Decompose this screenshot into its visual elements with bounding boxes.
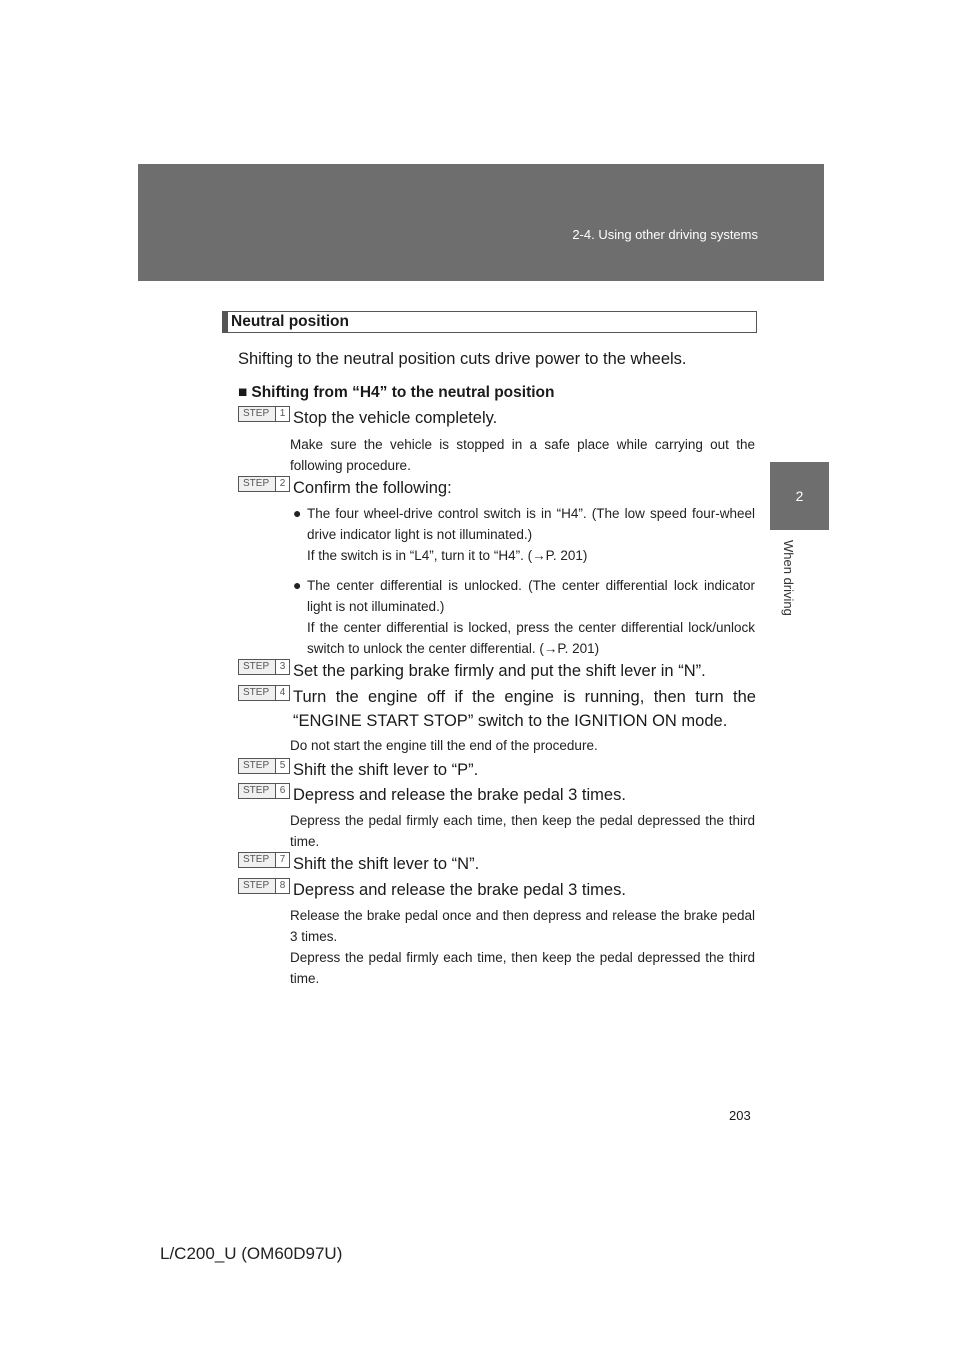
section-title: Neutral position — [222, 311, 757, 333]
step-text: Shift the shift lever to “N”. — [293, 855, 480, 873]
step-3 — [238, 659, 756, 683]
step-text: Shift the shift lever to “P”. — [293, 761, 479, 779]
step-text: Depress and release the brake pedal 3 times. — [293, 881, 626, 899]
document-code: L/C200_U (OM60D97U) — [160, 1244, 343, 1263]
step-badge: STEP 7 — [238, 852, 290, 868]
step-2-bullet-2: ● The center differential is unlocked. (The center differential lock indicator light is not illuminated.) If the center differential is locked, press the center differential lock/unlock switch to unlock the center differential. (→P. 201) — [293, 577, 755, 656]
step-badge: STEP 8 — [238, 878, 290, 894]
step-text: Turn the engine off if the engine is running, then turn the “ENGINE START STOP” switch to the IGNITION ON mode. — [293, 688, 756, 730]
square-bullet-icon: ■ — [238, 384, 248, 401]
step-7 — [238, 852, 756, 876]
subheading-text: Shifting from “H4” to the neutral position — [251, 384, 555, 401]
step-8-note-2: Depress the pedal firmly each time, then keep the pedal depressed the third time. — [290, 950, 755, 986]
step-badge: STEP 6 — [238, 783, 290, 799]
step-1-note: Make sure the vehicle is stopped in a safe place while carrying out the following procedure. — [290, 437, 755, 473]
step-badge: STEP 4 — [238, 685, 290, 701]
chapter-section-title: 2-4. Using other driving systems — [572, 227, 758, 242]
step-text: Confirm the following: — [293, 479, 452, 497]
step-8 — [238, 878, 756, 902]
intro-text: Shifting to the neutral position cuts drive power to the wheels. — [238, 350, 687, 368]
bullet-dot-icon: ● — [293, 577, 302, 593]
step-badge: STEP 2 — [238, 476, 290, 492]
subheading — [238, 384, 554, 402]
step-text: Set the parking brake firmly and put the shift lever in “N”. — [293, 662, 706, 680]
step-6 — [238, 783, 756, 807]
step-2 — [238, 476, 756, 500]
step-text: Depress and release the brake pedal 3 times. — [293, 786, 626, 804]
step-4-note: Do not start the engine till the end of the procedure. — [290, 738, 598, 753]
step-text: Stop the vehicle completely. — [293, 409, 498, 427]
step-badge: STEP 1 — [238, 406, 290, 422]
step-8-note-1: Release the brake pedal once and then depress and release the brake pedal 3 times. — [290, 908, 755, 944]
header-band — [138, 164, 824, 281]
step-6-note: Depress the pedal firmly each time, then keep the pedal depressed the third time. — [290, 813, 755, 849]
chapter-tab: 2 — [770, 462, 829, 530]
bullet-dot-icon: ● — [293, 505, 302, 521]
step-badge: STEP 3 — [238, 659, 290, 675]
step-badge: STEP 5 — [238, 758, 290, 774]
step-4 — [238, 685, 756, 733]
step-5 — [238, 758, 756, 782]
step-2-bullet-1: ● The four wheel-drive control switch is in “H4”. (The low speed four-wheel drive indicator light is not illuminated.) If the switch is in “L4”, turn it to “H4”. (→P. 201) — [293, 505, 755, 563]
chapter-tab-label: When driving — [781, 540, 796, 616]
step-1 — [238, 406, 756, 430]
page-number: 203 — [729, 1108, 751, 1123]
